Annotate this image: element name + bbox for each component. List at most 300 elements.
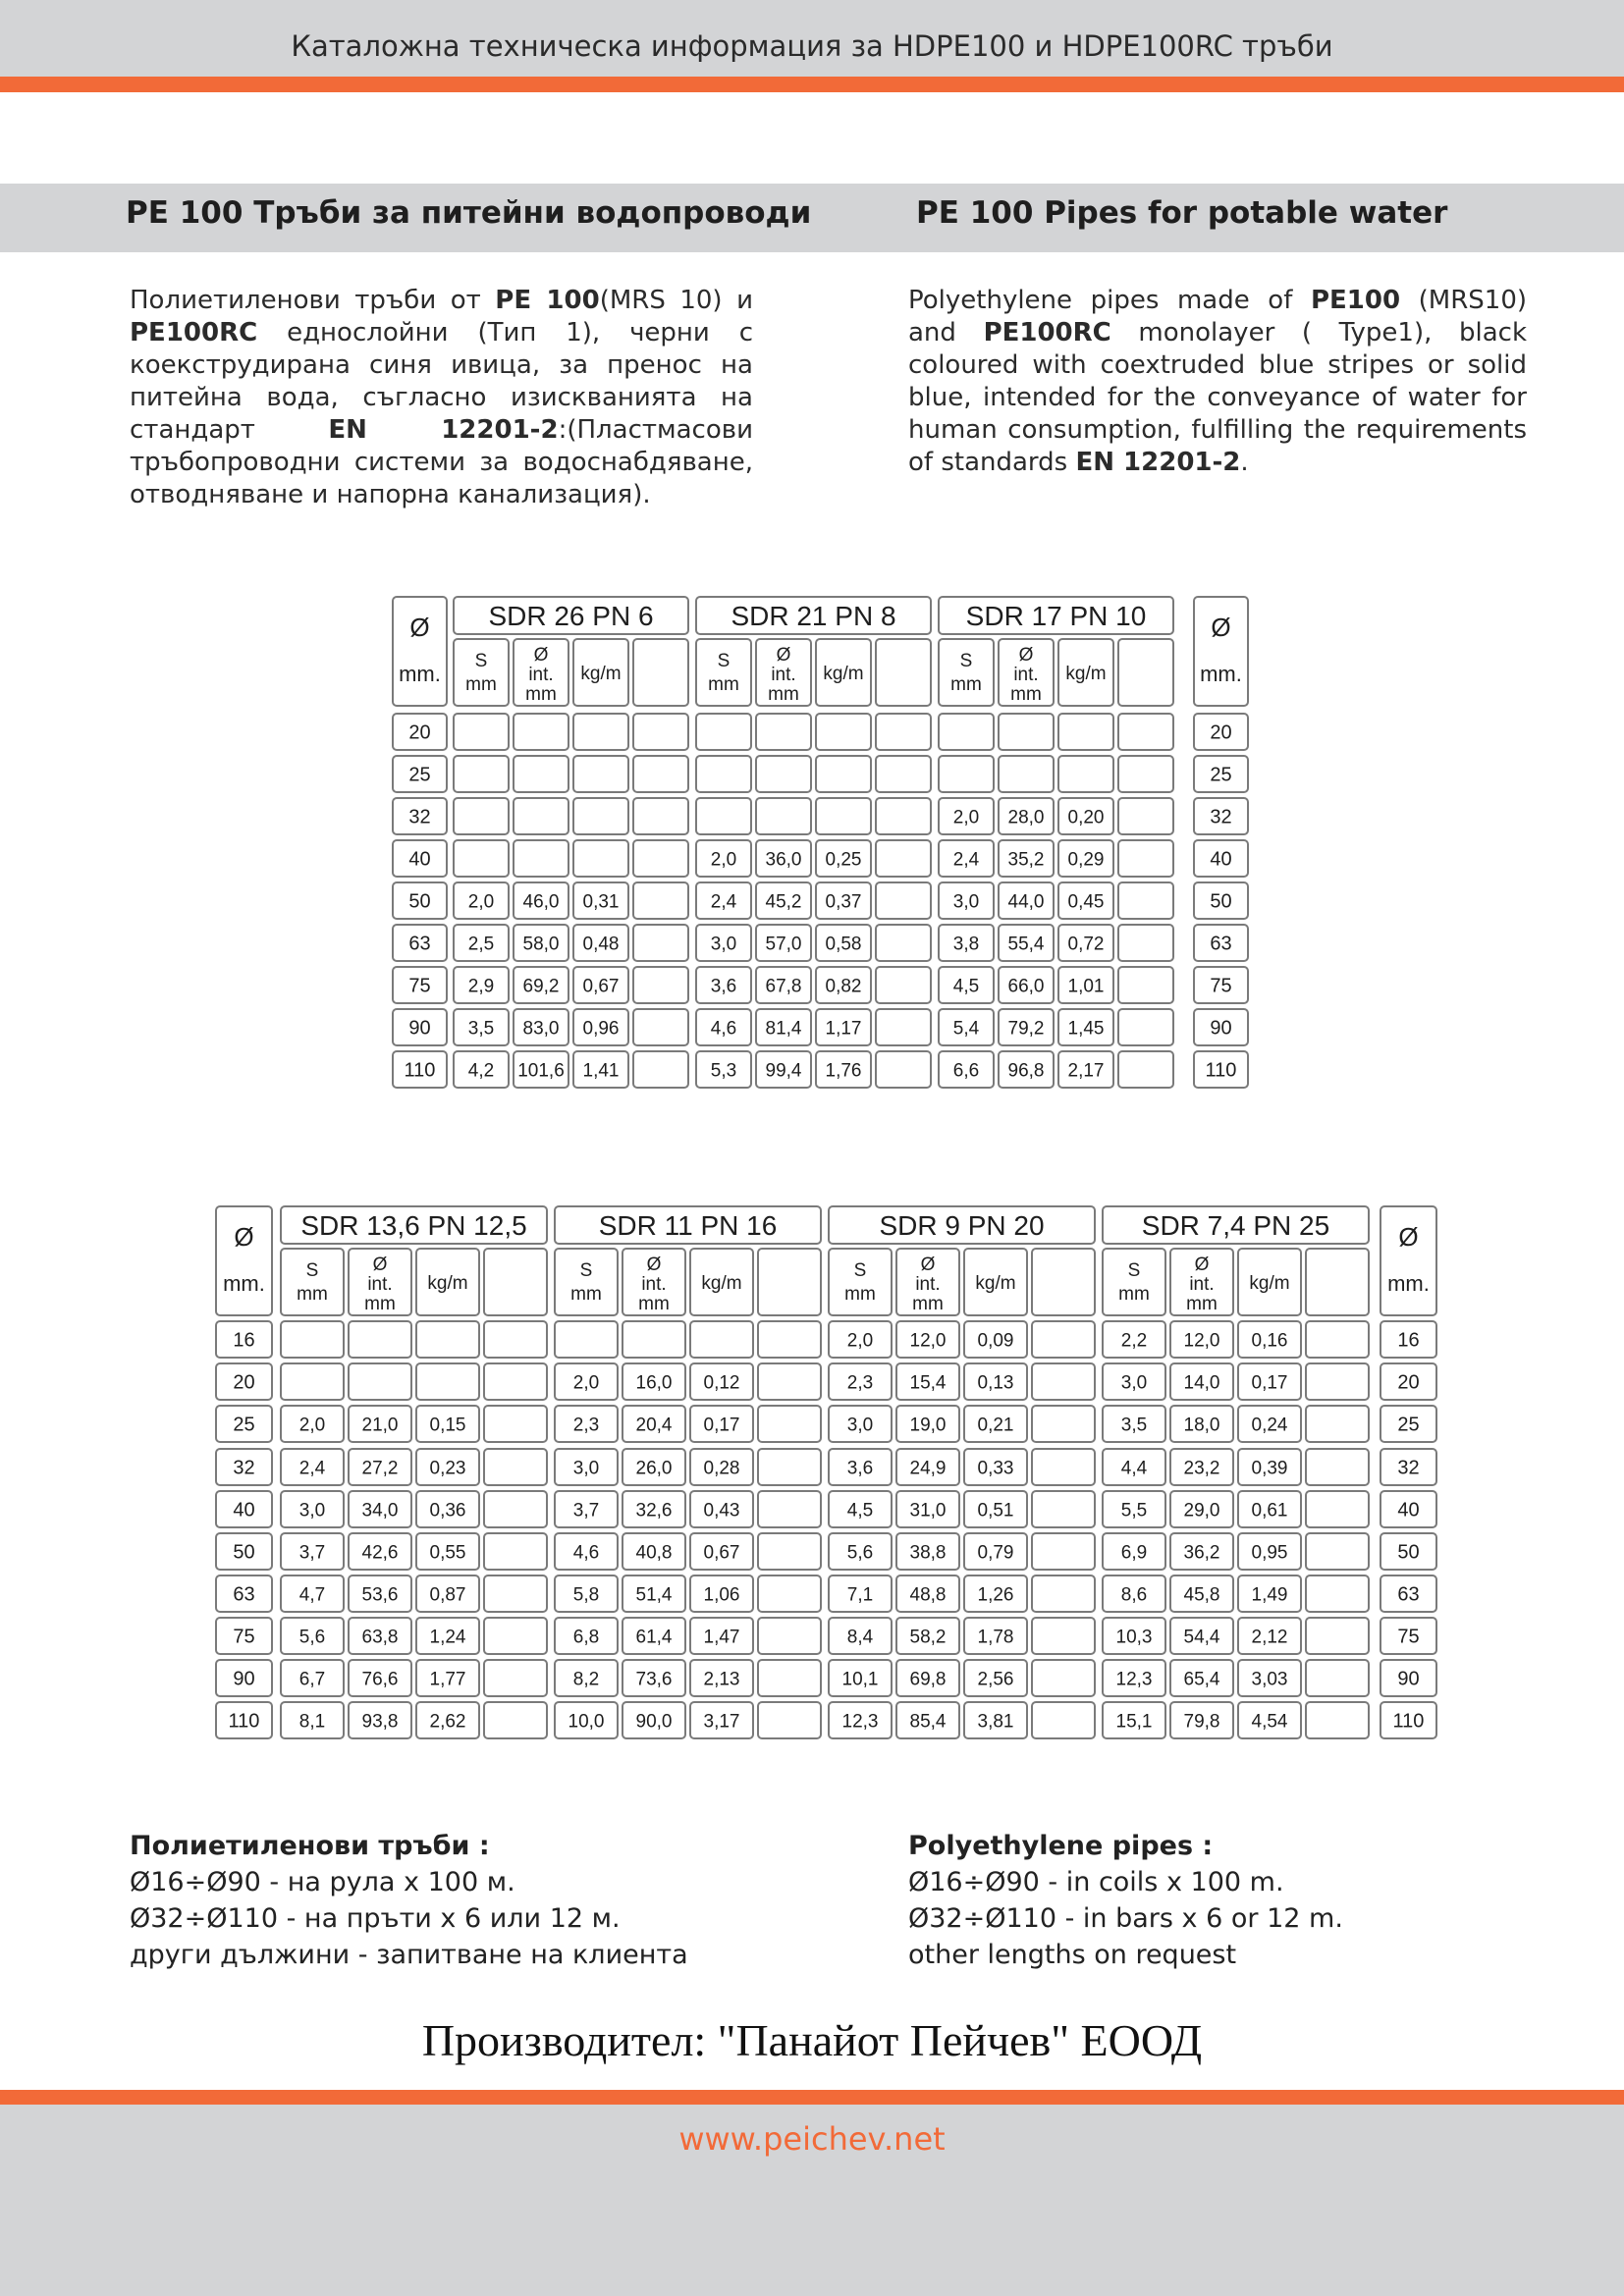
diameter-value: 110 [404,1059,436,1082]
wall-thickness-value: 3,5 [467,1018,495,1040]
wall-thickness-label: S [717,651,731,671]
wall-thickness-value: 2,0 [710,849,737,871]
wall-thickness-value: 3,0 [572,1458,600,1479]
note-block-bg [130,1828,688,1973]
weight-value: 0,37 [825,891,862,913]
wall-thickness-unit: mm [570,1284,602,1305]
diameter-value: 40 [1397,1499,1420,1522]
inner-diameter-unit: mm [364,1294,396,1314]
wall-thickness-label: S [579,1260,593,1281]
wall-thickness-value: 5,6 [298,1627,326,1648]
inner-diameter-value: 63,8 [361,1627,399,1648]
data-cell [758,1449,821,1485]
data-cell [555,1321,618,1358]
wall-thickness-value: 4,6 [710,1018,737,1040]
weight-value: 2,12 [1251,1627,1288,1648]
weight-value: 0,12 [703,1372,740,1394]
inner-diameter-value: 18,0 [1183,1415,1220,1436]
inner-diameter-value: 16,0 [635,1372,673,1394]
weight-label: kg/m [580,664,622,684]
wall-thickness-value: 2,0 [467,891,495,913]
diameter-unit: mm. [399,662,441,686]
diameter-value: 110 [228,1710,260,1733]
column-header-cell [758,1249,821,1315]
weight-label: kg/m [975,1273,1016,1294]
sdr-group-label: SDR 21 PN 8 [731,601,896,631]
header-title: Каталожна техническа информация за HDPE100 и HDPE100RC тръби [291,29,1333,63]
weight-value: 0,67 [582,976,620,997]
inner-diameter-symbol: Ø [372,1255,388,1275]
wall-thickness-value: 4,2 [467,1060,495,1082]
diameter-value: 50 [233,1541,255,1564]
data-cell [758,1660,821,1696]
inner-diameter-value: 24,9 [909,1458,947,1479]
weight-value: 0,43 [703,1500,740,1522]
weight-value: 4,54 [1251,1711,1288,1733]
data-cell [484,1406,547,1442]
inner-diameter-value: 66,0 [1007,976,1045,997]
wall-thickness-value: 3,0 [846,1415,874,1436]
column-header-cell [1103,1249,1165,1315]
note-line-bg: Ø16÷Ø90 - на рула x 100 м. [130,1867,515,1897]
inner-diameter-value: 36,2 [1183,1542,1220,1564]
data-cell [690,1321,753,1358]
weight-value: 0,17 [703,1415,740,1436]
note-heading-bg: Полиетиленови тръби : [130,1831,490,1861]
inner-diameter-label: int. [1189,1274,1215,1295]
diameter-value: 32 [1397,1457,1420,1479]
diameter-value: 50 [1397,1541,1420,1564]
wall-thickness-value: 5,4 [952,1018,980,1040]
diameter-value: 75 [233,1626,255,1648]
inner-diameter-symbol: Ø [920,1255,936,1275]
intro-bg-text-1: Полиетиленови тръби от [130,286,496,315]
diameter-value: 32 [408,806,431,828]
inner-diameter-value: 69,8 [909,1669,947,1690]
diameter-symbol: Ø [1398,1222,1419,1252]
inner-diameter-value: 73,6 [635,1669,673,1690]
wall-thickness-value: 3,7 [298,1542,326,1564]
data-cell [758,1533,821,1570]
inner-diameter-value: 93,8 [361,1711,399,1733]
weight-value: 2,13 [703,1669,740,1690]
inner-diameter-value: 38,8 [909,1542,947,1564]
diameter-value: 90 [1210,1017,1232,1040]
weight-value: 1,47 [703,1627,740,1648]
sdr-group-label: SDR 7,4 PN 25 [1141,1210,1330,1241]
note-line-bg: Ø32÷Ø110 - на пръти x 6 или 12 м. [130,1903,621,1934]
weight-value: 0,96 [582,1018,620,1040]
inner-diameter-value: 99,4 [765,1060,802,1082]
inner-diameter-value: 83,0 [522,1018,560,1040]
weight-value: 0,67 [703,1542,740,1564]
weight-value: 1,77 [429,1669,466,1690]
wall-thickness-value: 2,2 [1120,1330,1148,1352]
weight-label: kg/m [1249,1273,1290,1294]
weight-value: 0,20 [1067,807,1105,828]
weight-value: 0,58 [825,934,862,955]
inner-diameter-unit: mm [1186,1294,1218,1314]
inner-diameter-value: 85,4 [909,1711,947,1733]
inner-diameter-value: 58,2 [909,1627,947,1648]
weight-value: 2,62 [429,1711,466,1733]
weight-value: 0,55 [429,1542,466,1564]
diameter-value: 16 [1397,1329,1420,1352]
weight-value: 0,21 [977,1415,1014,1436]
inner-diameter-symbol: Ø [776,645,791,666]
diameter-value: 20 [233,1371,255,1394]
inner-diameter-value: 34,0 [361,1500,399,1522]
data-cell [1032,1618,1095,1654]
data-cell [1032,1702,1095,1738]
data-cell [1032,1533,1095,1570]
data-cell [1032,1660,1095,1696]
intro-bg-bold-2: PE100RC [130,318,258,347]
wall-thickness-value: 6,8 [572,1627,600,1648]
wall-thickness-value: 3,0 [1120,1372,1148,1394]
inner-diameter-value: 79,8 [1183,1711,1220,1733]
note-line-en: other lengths on request [908,1940,1237,1970]
weight-value: 2,17 [1067,1060,1105,1082]
wall-thickness-value: 3,0 [952,891,980,913]
inner-diameter-value: 12,0 [1183,1330,1220,1352]
inner-diameter-label: int. [528,665,554,685]
wall-thickness-value: 3,6 [710,976,737,997]
note-line-bg: други дължини - запитване на клиента [130,1940,688,1970]
wall-thickness-label: S [305,1260,319,1281]
inner-diameter-label: int. [915,1274,941,1295]
inner-diameter-unit: mm [768,684,799,705]
data-cell [416,1363,479,1400]
data-cell [1306,1533,1369,1570]
weight-value: 1,06 [703,1584,740,1606]
inner-diameter-value: 58,0 [522,934,560,955]
diameter-value: 20 [1397,1371,1420,1394]
column-header-cell [1306,1249,1369,1315]
weight-value: 1,78 [977,1627,1014,1648]
intro-en-text-4: . [1240,448,1249,477]
inner-diameter-value: 12,0 [909,1330,947,1352]
column-header-cell [484,1249,547,1315]
wall-thickness-value: 3,0 [710,934,737,955]
wall-thickness-value: 3,5 [1120,1415,1148,1436]
wall-thickness-value: 3,8 [952,934,980,955]
wall-thickness-value: 8,6 [1120,1584,1148,1606]
weight-label: kg/m [701,1273,742,1294]
wall-thickness-value: 2,4 [952,849,980,871]
wall-thickness-value: 5,8 [572,1584,600,1606]
weight-value: 1,01 [1067,976,1105,997]
footer-website-link[interactable]: www.peichev.net [678,2120,946,2158]
inner-diameter-value: 35,2 [1007,849,1045,871]
inner-diameter-value: 19,0 [909,1415,947,1436]
wall-thickness-value: 8,4 [846,1627,874,1648]
weight-value: 0,82 [825,976,862,997]
diameter-unit: mm. [1200,662,1242,686]
note-heading-en: Polyethylene pipes : [908,1831,1214,1861]
data-cell [1032,1406,1095,1442]
data-cell [758,1618,821,1654]
diameter-value: 25 [1210,764,1232,786]
diameter-value: 90 [1397,1668,1420,1690]
column-header-cell [555,1249,618,1315]
inner-diameter-value: 65,4 [1183,1669,1220,1690]
weight-value: 0,29 [1067,849,1105,871]
data-cell [758,1575,821,1612]
inner-diameter-value: 29,0 [1183,1500,1220,1522]
diameter-value: 20 [1210,721,1232,744]
data-cell [1032,1363,1095,1400]
intro-bg-bold-3: EN 12201-2 [328,415,559,445]
inner-diameter-value: 81,4 [765,1018,802,1040]
weight-value: 1,49 [1251,1584,1288,1606]
weight-value: 0,15 [429,1415,466,1436]
data-cell [1306,1363,1369,1400]
wall-thickness-value: 8,2 [572,1669,600,1690]
wall-thickness-value: 2,0 [298,1415,326,1436]
sdr-group-label: SDR 17 PN 10 [965,601,1147,631]
inner-diameter-value: 23,2 [1183,1458,1220,1479]
data-cell [281,1321,344,1358]
weight-value: 0,23 [429,1458,466,1479]
weight-value: 3,17 [703,1711,740,1733]
inner-diameter-value: 53,6 [361,1584,399,1606]
data-cell [1032,1449,1095,1485]
data-cell [758,1363,821,1400]
wall-thickness-value: 5,5 [1120,1500,1148,1522]
wall-thickness-value: 2,3 [846,1372,874,1394]
weight-label: kg/m [1065,664,1107,684]
diameter-value: 75 [1210,975,1232,997]
data-cell [1306,1660,1369,1696]
wall-thickness-value: 3,6 [846,1458,874,1479]
data-cell [1306,1491,1369,1527]
wall-thickness-value: 7,1 [846,1584,874,1606]
intro-bg-text-2: (MRS 10) и [599,286,753,315]
diameter-value: 75 [408,975,431,997]
inner-diameter-value: 45,2 [765,891,802,913]
wall-thickness-value: 4,4 [1120,1458,1148,1479]
data-cell [1306,1702,1369,1738]
inner-diameter-value: 46,0 [522,891,560,913]
inner-diameter-label: int. [1013,665,1039,685]
inner-diameter-symbol: Ø [1194,1255,1210,1275]
inner-diameter-value: 57,0 [765,934,802,955]
inner-diameter-unit: mm [1010,684,1042,705]
wall-thickness-value: 10,0 [568,1711,605,1733]
weight-value: 1,24 [429,1627,466,1648]
inner-diameter-value: 51,4 [635,1584,673,1606]
intro-en-bold-1: PE100 [1310,286,1401,315]
data-cell [1032,1491,1095,1527]
inner-diameter-value: 55,4 [1007,934,1045,955]
diameter-symbol: Ø [234,1222,254,1252]
inner-diameter-value: 79,2 [1007,1018,1045,1040]
column-header-cell [829,1249,892,1315]
data-cell [758,1702,821,1738]
producer-line: Производител: "Панайот Пейчев" ЕООД [421,2015,1203,2065]
sdr-group-label: SDR 11 PN 16 [598,1210,778,1241]
wall-thickness-value: 2,9 [467,976,495,997]
wall-thickness-value: 4,5 [846,1500,874,1522]
diameter-value: 63 [1397,1583,1420,1606]
wall-thickness-unit: mm [1118,1284,1150,1305]
weight-value: 0,51 [977,1500,1014,1522]
data-cell [758,1491,821,1527]
inner-diameter-label: int. [771,665,796,685]
column-header-cell [1032,1249,1095,1315]
wall-thickness-value: 2,5 [467,934,495,955]
wall-thickness-value: 2,0 [846,1330,874,1352]
diameter-value: 25 [233,1414,255,1436]
note-block-en [908,1828,1343,1973]
wall-thickness-value: 2,0 [572,1372,600,1394]
weight-label: kg/m [427,1273,468,1294]
wall-thickness-unit: mm [708,674,739,695]
weight-value: 0,45 [1067,891,1105,913]
wall-thickness-value: 3,7 [572,1500,600,1522]
data-cell [1306,1406,1369,1442]
diameter-symbol: Ø [1211,613,1231,642]
data-cell [1306,1449,1369,1485]
intro-en-text-2: (MRS10) and [908,286,1528,347]
weight-value: 2,56 [977,1669,1014,1690]
inner-diameter-value: 32,6 [635,1500,673,1522]
data-cell [758,1406,821,1442]
inner-diameter-unit: mm [912,1294,944,1314]
inner-diameter-value: 76,6 [361,1669,399,1690]
wall-thickness-value: 2,0 [952,807,980,828]
wall-thickness-value: 4,5 [952,976,980,997]
inner-diameter-value: 54,4 [1183,1627,1220,1648]
data-cell [484,1491,547,1527]
column-header-cell [281,1249,344,1315]
note-line-en: Ø16÷Ø90 - in coils x 100 m. [908,1867,1284,1897]
footer-accent-stripe [0,2090,1624,2105]
weight-value: 0,87 [429,1584,466,1606]
weight-value: 1,26 [977,1584,1014,1606]
intro-bg-bold-1: PE 100 [495,286,600,315]
wall-thickness-label: S [1127,1260,1141,1281]
intro-en-text-3: monolayer ( Type1), black coloured with coextruded blue stripes or solid blue, intended for the conveyance of water for human consumption, fulfilling the requirements of standards [908,318,1527,477]
wall-thickness-value: 5,3 [710,1060,737,1082]
diameter-symbol: Ø [409,613,430,642]
diameter-value: 50 [408,890,431,913]
diameter-value: 110 [1205,1059,1237,1082]
data-cell [484,1660,547,1696]
data-cell [484,1321,547,1358]
data-cell [1306,1575,1369,1612]
wall-thickness-value: 4,6 [572,1542,600,1564]
diameter-unit: mm. [1387,1271,1430,1296]
inner-diameter-value: 45,8 [1183,1584,1220,1606]
data-cell [484,1702,547,1738]
inner-diameter-symbol: Ø [646,1255,662,1275]
inner-diameter-symbol: Ø [533,645,549,666]
wall-thickness-value: 2,3 [572,1415,600,1436]
data-cell [349,1321,411,1358]
data-cell [484,1575,547,1612]
inner-diameter-value: 67,8 [765,976,802,997]
weight-value: 1,41 [582,1060,620,1082]
weight-value: 1,76 [825,1060,862,1082]
inner-diameter-value: 61,4 [635,1627,673,1648]
wall-thickness-label: S [474,651,488,671]
weight-value: 0,79 [977,1542,1014,1564]
section-title-bg: PE 100 Тръби за питейни водопроводи [126,195,812,231]
data-cell [1032,1321,1095,1358]
inner-diameter-value: 14,0 [1183,1372,1220,1394]
wall-thickness-value: 4,7 [298,1584,326,1606]
diameter-value: 90 [233,1668,255,1690]
intro-en-text-1: Polyethylene pipes made of [908,286,1311,315]
wall-thickness-value: 10,3 [1115,1627,1153,1648]
weight-value: 0,48 [582,934,620,955]
inner-diameter-value: 26,0 [635,1458,673,1479]
weight-value: 0,17 [1251,1372,1288,1394]
weight-label: kg/m [823,664,864,684]
sdr-group-label: SDR 26 PN 6 [488,601,654,631]
intro-en-bold-2: PE100RC [983,318,1111,347]
diameter-value: 40 [1210,848,1232,871]
wall-thickness-unit: mm [844,1284,876,1305]
diameter-value: 63 [233,1583,255,1606]
wall-thickness-label: S [959,651,973,671]
note-line-en: Ø32÷Ø110 - in bars x 6 or 12 m. [908,1903,1343,1934]
wall-thickness-value: 2,4 [710,891,737,913]
weight-value: 0,39 [1251,1458,1288,1479]
intro-en-bold-3: EN 12201-2 [1075,448,1241,477]
wall-thickness-label: S [853,1260,867,1281]
diameter-value: 110 [1392,1710,1425,1733]
diameter-value: 20 [408,721,431,744]
inner-diameter-label: int. [641,1274,667,1295]
section-title-en: PE 100 Pipes for potable water [916,195,1448,231]
data-cell [484,1449,547,1485]
wall-thickness-value: 6,9 [1120,1542,1148,1564]
inner-diameter-value: 21,0 [361,1415,399,1436]
data-cell [1306,1321,1369,1358]
diameter-value: 16 [233,1329,255,1352]
wall-thickness-value: 12,3 [841,1711,879,1733]
inner-diameter-value: 20,4 [635,1415,673,1436]
data-cell [758,1321,821,1358]
inner-diameter-value: 44,0 [1007,891,1045,913]
inner-diameter-value: 69,2 [522,976,560,997]
weight-value: 0,28 [703,1458,740,1479]
wall-thickness-value: 6,7 [298,1669,326,1690]
data-cell [484,1618,547,1654]
weight-value: 1,17 [825,1018,862,1040]
weight-value: 0,25 [825,849,862,871]
inner-diameter-unit: mm [638,1294,670,1314]
sdr-group-label: SDR 9 PN 20 [879,1210,1045,1241]
wall-thickness-value: 3,0 [298,1500,326,1522]
inner-diameter-value: 42,6 [361,1542,399,1564]
wall-thickness-value: 10,1 [841,1669,879,1690]
inner-diameter-symbol: Ø [1018,645,1034,666]
diameter-value: 32 [1210,806,1232,828]
weight-value: 0,24 [1251,1415,1288,1436]
inner-diameter-label: int. [367,1274,393,1295]
wall-thickness-unit: mm [950,674,982,695]
diameter-unit: mm. [223,1271,265,1296]
diameter-value: 25 [1397,1414,1420,1436]
diameter-value: 75 [1397,1626,1420,1648]
inner-diameter-value: 48,8 [909,1584,947,1606]
weight-value: 0,16 [1251,1330,1288,1352]
diameter-value: 90 [408,1017,431,1040]
